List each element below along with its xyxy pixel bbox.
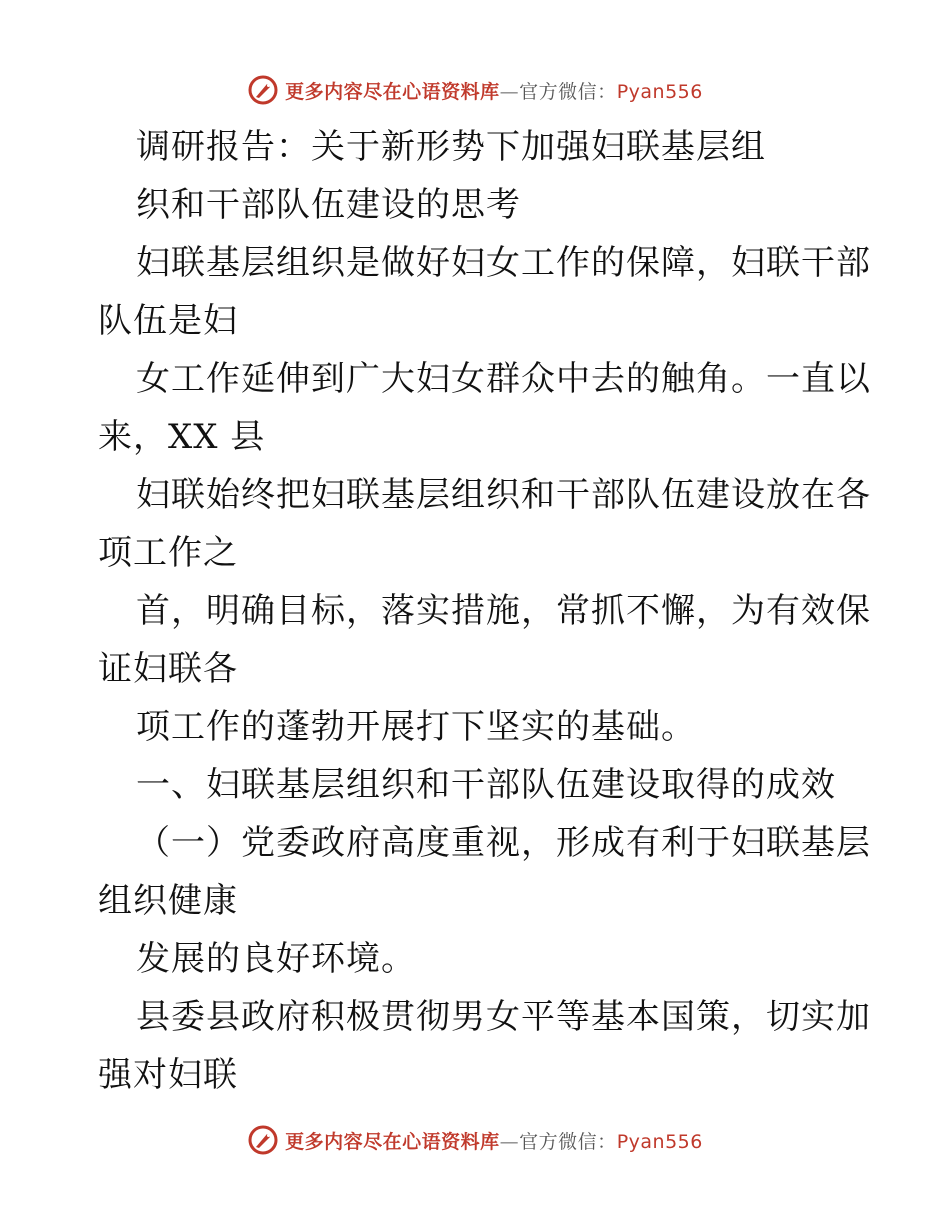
pen-nib-logo-icon xyxy=(247,1124,279,1156)
section-heading: 一、妇联基层组织和干部队伍建设取得的成效 xyxy=(136,765,836,805)
watermark-text xyxy=(285,1127,703,1154)
paragraph-line: 来，XX 县 xyxy=(98,417,266,457)
paragraph-line: 证妇联各 xyxy=(98,649,238,689)
paragraph-line: 女工作延伸到广大妇女群众中去的触角。一直以 xyxy=(136,359,871,399)
watermark-id: Pyan556 xyxy=(616,1130,703,1153)
header-watermark xyxy=(0,70,950,110)
watermark-main: 更多内容尽在心语资料库 xyxy=(285,80,500,103)
watermark-text xyxy=(285,77,703,104)
subsection-heading: （一）党委政府高度重视，形成有利于妇联基层 xyxy=(136,823,871,863)
paragraph-line: 队伍是妇 xyxy=(98,301,238,341)
paragraph-line: 县委县政府积极贯彻男女平等基本国策，切实加 xyxy=(136,997,871,1037)
watermark-dash: — xyxy=(499,80,520,103)
footer-watermark xyxy=(0,1120,950,1160)
subsection-heading-continued: 组织健康 xyxy=(98,881,238,921)
pen-nib-logo-icon xyxy=(247,74,279,106)
watermark-id: Pyan556 xyxy=(616,80,703,103)
paragraph-line: 妇联基层组织是做好妇女工作的保障，妇联干部 xyxy=(136,243,871,283)
paragraph-line: 强对妇联 xyxy=(98,1055,238,1095)
watermark-dash: — xyxy=(499,1130,520,1153)
paragraph-line: 项工作的蓬勃开展打下坚实的基础。 xyxy=(136,707,696,747)
watermark-label: 官方微信： xyxy=(519,80,617,103)
paragraph-line: 妇联始终把妇联基层组织和干部队伍建设放在各 xyxy=(136,475,871,515)
title-line-1: 调研报告：关于新形势下加强妇联基层组 xyxy=(136,127,766,167)
watermark-main: 更多内容尽在心语资料库 xyxy=(285,1130,500,1153)
paragraph-line: 首，明确目标，落实措施，常抓不懈，为有效保 xyxy=(136,591,871,631)
subsection-heading-continued: 发展的良好环境。 xyxy=(136,939,416,979)
watermark-label: 官方微信： xyxy=(519,1130,617,1153)
paragraph-line: 项工作之 xyxy=(98,533,238,573)
title-line-2: 织和干部队伍建设的思考 xyxy=(136,185,521,225)
